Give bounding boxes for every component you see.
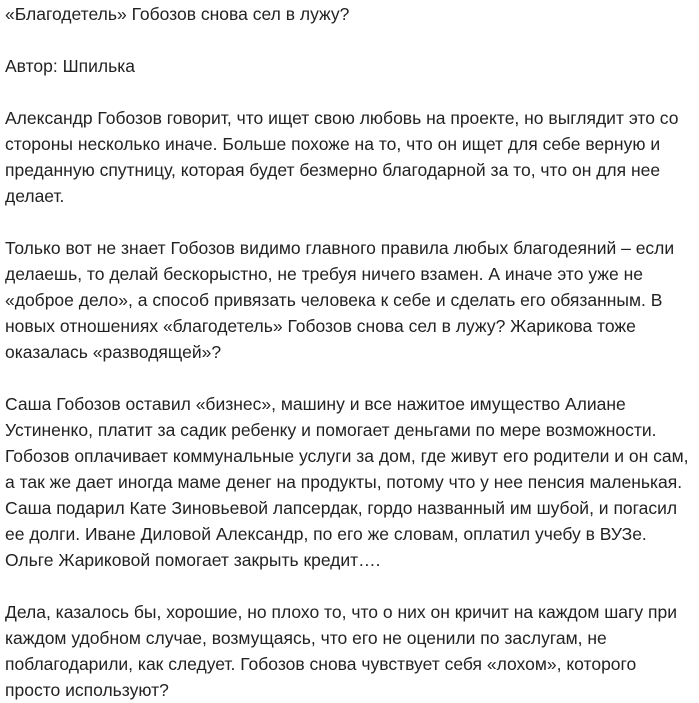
article-author: Автор: Шпилька [5,56,135,76]
article-paragraph-3: Саша Гобозов оставил «бизнес», машину и все нажитое имущество Алиане Устиненко, платит за садик ребенку и помогает деньгами по мере возможности. Гобозов оплачивает коммунальные услуги за дом, где живут его родители и он сам, а так же дает иногда маме денег на продукты, потому что у нее пенсия маленькая. Саша подарил Кате Зиновьевой лапсердак, гордо названный им шубой, и погасил ее долги. Иване Диловой Александр, по его же словам, оплатил учебу в ВУЗе. Ольге Жариковой помогает закрыть кредит…. [5,394,689,570]
article-title: «Благодетель» Гобозов снова сел в лужу? [5,4,350,24]
article-paragraph-4: Дела, казалось бы, хорошие, но плохо то, что о них он кричит на каждом шагу при каждом удобном случае, возмущаясь, что его не оценили по заслугам, не поблагодарили, как следует. Гобозов снова чувствует себя «лохом», которого просто используют? [5,602,678,700]
article-body [0,1,699,703]
article-paragraph-2: Только вот не знает Гобозов видимо главного правила любых благодеяний – если делаешь, то делай бескорыстно, не требуя ничего взамен. А иначе это уже не «доброе дело», а способ привязать человека к себе и сделать его обязанным. В новых отношениях «благодетель» Гобозов снова сел в лужу? Жарикова тоже оказалась «разводящей»? [5,238,675,362]
article-paragraph-1: Александр Гобозов говорит, что ищет свою любовь на проекте, но выглядит это со стороны несколько иначе. Больше похоже на то, что он ищет для себе верную и преданную спутницу, которая будет безмерно благодарной за то, что он для нее делает. [5,108,679,206]
